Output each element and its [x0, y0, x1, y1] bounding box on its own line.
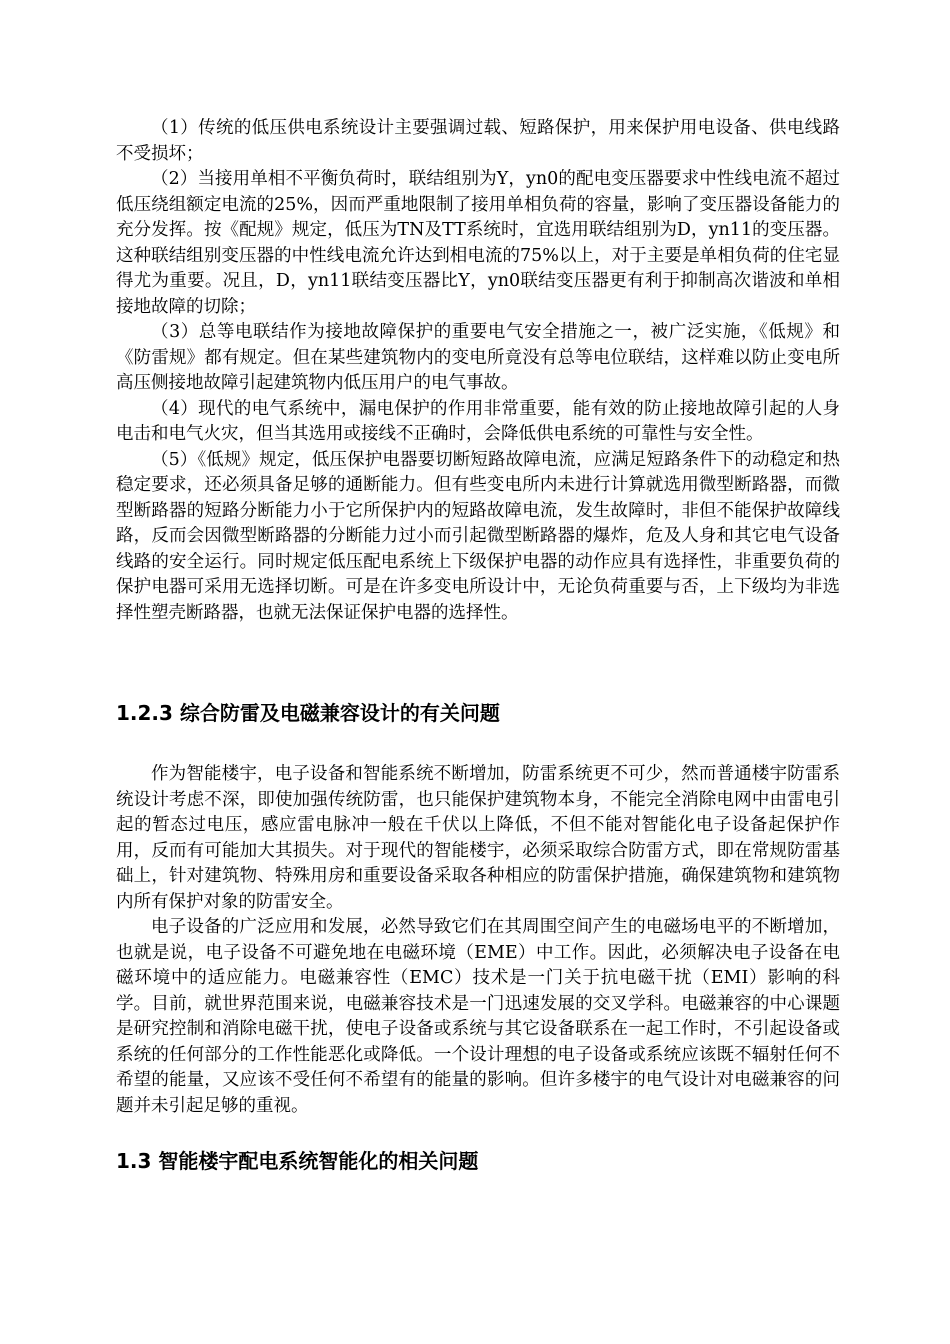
paragraph: （4）现代的电气系统中，漏电保护的作用非常重要，能有效的防止接地故障引起的人身电击和电气火灾，但当其选用或接线不正确时，会降低供电系统的可靠性与安全性。 — [116, 398, 840, 444]
paragraph: 电子设备的广泛应用和发展，必然导致它们在其周围空间产生的电磁场电平的不断增加，也就是说，电子设备不可避免地在电磁环境（EME）中工作。因此，必须解决电子设备在电磁环境中的适应能力。电磁兼容性（EMC）技术是一门关于抗电磁干扰（EMI）影响的科学。目前，就世界范围来说，电磁兼容技术是一门迅速发展的交叉学科。电磁兼容的中心课题是研究控制和消除电磁干扰，使电子设备或系统与其它设备联系在一起工作时，不引起设备或系统的任何部分的工作性能恶化或降低。一个设计理想的电子设备或系统应该既不辐射任何不希望的能量，又应该不受任何不希望有的能量的影响。但许多楼宇的电气设计对电磁兼容的问题并未引起足够的重视。 — [116, 917, 840, 1116]
paragraph: （2）当接用单相不平衡负荷时，联结组别为Y，yn0的配电变压器要求中性线电流不超过低压绕组额定电流的25%，因而严重地限制了接用单相负荷的容量，影响了变压器设备能力的充分发挥。按《配规》规定，低压为TN及TT系统时，宜选用联结组别为D，yn11的变压器。这种联结组别变压器的中性线电流允许达到相电流的75%以上，对于主要是单相负荷的住宅显得尤为重要。况且，D，yn11联结变压器比Y，yn0联结变压器更有利于抑制高次谐波和单相接地故障的切除； — [116, 169, 840, 317]
section-1-2-2-body — [116, 116, 840, 626]
paragraph: （1）传统的低压供电系统设计主要强调过载、短路保护，用来保护用电设备、供电线路不受损坏； — [116, 118, 840, 164]
paragraph: （3）总等电联结作为接地故障保护的重要电气安全措施之一，被广泛实施，《低规》和《防雷规》都有规定。但在某些建筑物内的变电所竟没有总等电位联结，这样难以防止变电所高压侧接地故障引起建筑物内低压用户的电气事故。 — [116, 322, 840, 393]
section-1-2-3-body — [116, 762, 840, 1119]
paragraph: （5）《低规》规定，低压保护电器要切断短路故障电流，应满足短路条件下的动稳定和热稳定要求，还必须具备足够的通断能力。但有些变电所内未进行计算就选用微型断路器，而微型断路器的短路分断能力小于它所保护内的短路故障电流，发生故障时，非但不能保护故障线路，反而会因微型断路器的分断能力过小而引起微型断路器的爆炸，危及人身和其它电气设备线路的安全运行。同时规定低压配电系统上下级保护电器的动作应具有选择性，非重要负荷的保护电器可采用无选择切断。可是在许多变电所设计中，无论负荷重要与否，上下级均为非选择性塑壳断路器，也就无法保证保护电器的选择性。 — [116, 449, 840, 623]
section-heading-1-3: 1.3 智能楼宇配电系统智能化的相关问题 — [116, 1149, 479, 1173]
section-heading-1-2-3: 1.2.3 综合防雷及电磁兼容设计的有关问题 — [116, 701, 500, 725]
paragraph: 作为智能楼宇，电子设备和智能系统不断增加，防雷系统更不可少，然而普通楼宇防雷系统设计考虑不深，即使加强传统防雷，也只能保护建筑物本身，不能完全消除电网中由雷电引起的暂态过电压，感应雷电脉冲一般在千伏以上降低，不但不能对智能化电子设备起保护作用，反而有可能加大其损失。对于现代的智能楼宇，必须采取综合防雷方式，即在常规防雷基础上，针对建筑物、特殊用房和重要设备采取各种相应的防雷保护措施，确保建筑物和建筑物内所有保护对象的防雷安全。 — [116, 764, 840, 912]
